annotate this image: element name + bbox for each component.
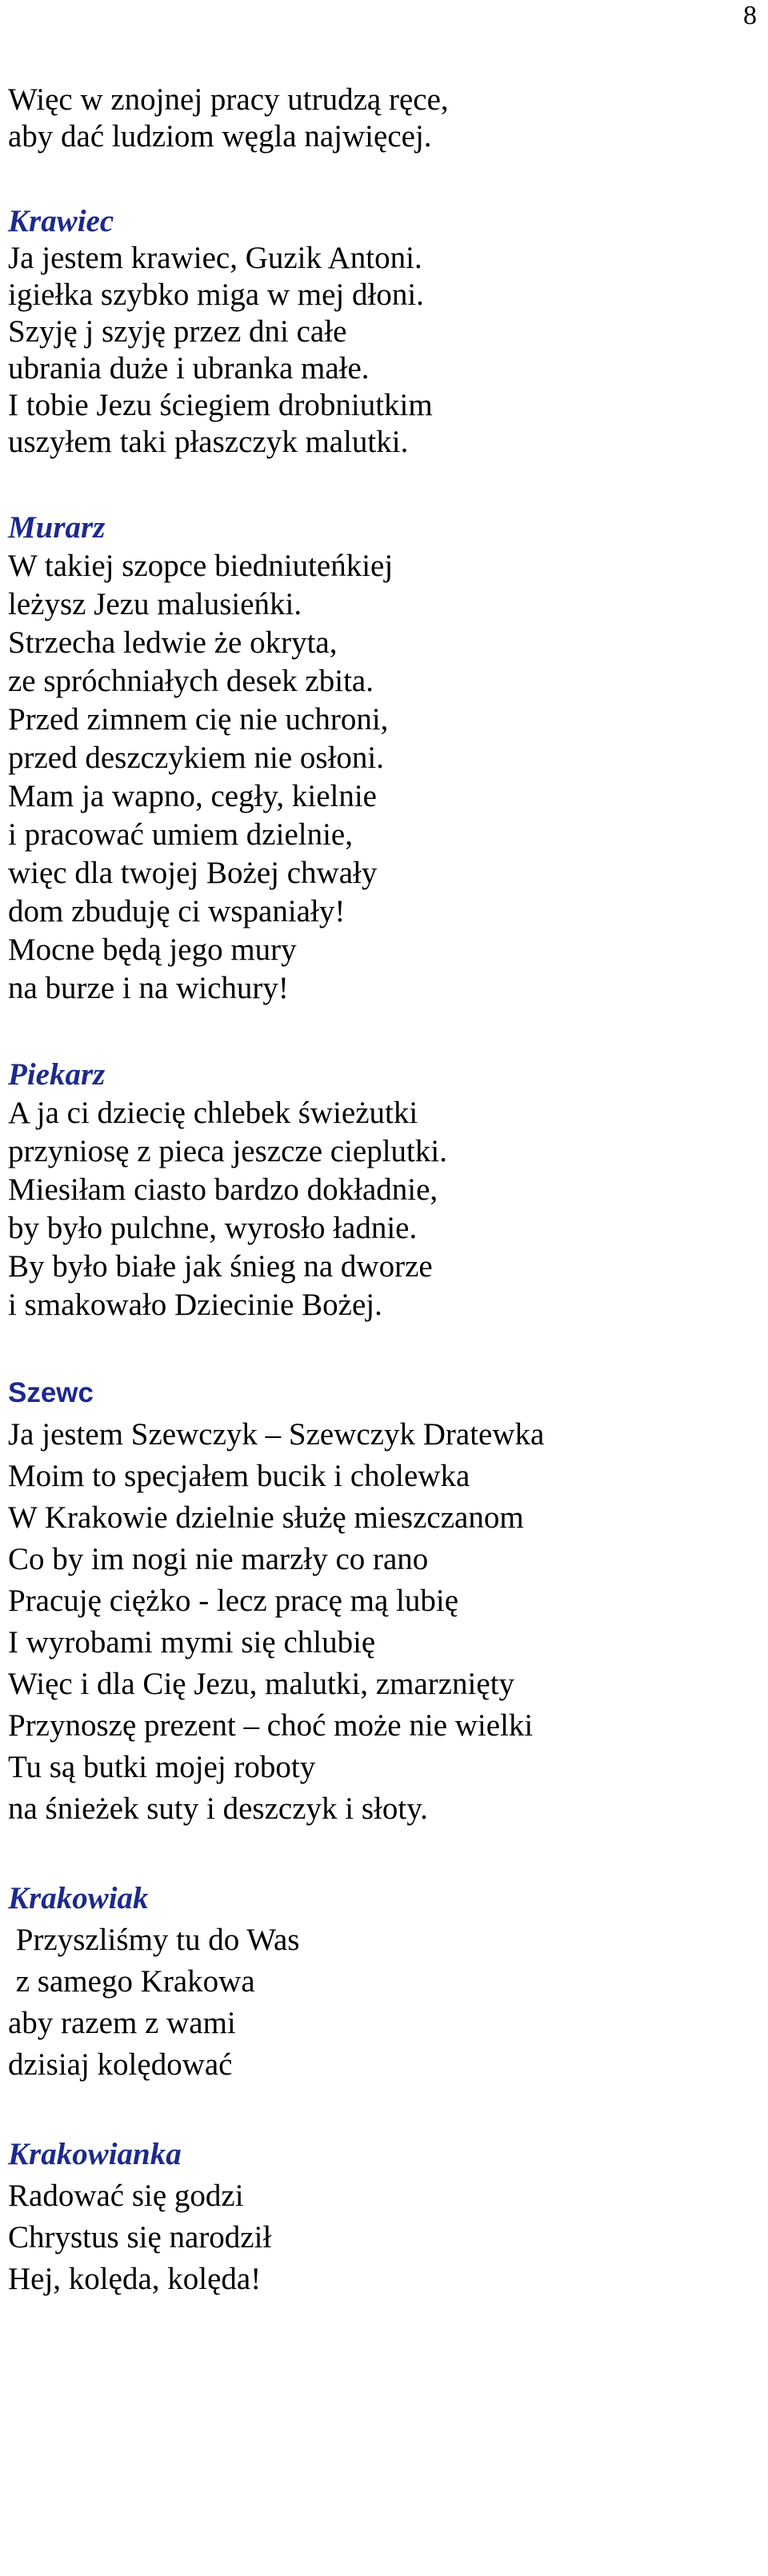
verse-line: i pracować umiem dzielnie, <box>8 817 353 852</box>
verse-line: leżysz Jezu malusieńki. <box>8 587 302 621</box>
verse-line: ubrania duże i ubranka małe. <box>8 351 370 385</box>
verse-line: ze spróchniałych desek zbita. <box>8 664 374 698</box>
page-number: 8 <box>743 1 757 30</box>
verse-line: więc dla twojej Bożej chwały <box>8 856 378 890</box>
krakowianka-heading: Krakowianka <box>8 2137 182 2171</box>
verse-line: Tu są butki mojej roboty <box>8 1750 316 1784</box>
piekarz-stanza <box>8 1056 752 1324</box>
verse-line: na śnieżek suty i deszczyk i słoty. <box>8 1791 428 1826</box>
verse-line: aby dać ludziom węgla najwięcej. <box>8 119 432 154</box>
krakowiak-stanza <box>8 1878 752 2086</box>
verse-line: W takiej szopce biedniuteńkiej <box>8 549 394 583</box>
verse-line: Pracuję ciężko - lecz pracę mą lubię <box>8 1584 459 1618</box>
verse-line: A ja ci dziecię chlebek świeżutki <box>8 1096 418 1130</box>
poem-text <box>8 82 752 2300</box>
verse-line: Przynoszę prezent – choć może nie wielki <box>8 1708 534 1743</box>
verse-line: I wyrobami mymi się chlubię <box>8 1625 376 1659</box>
verse-line: Chrystus się narodził <box>8 2220 272 2254</box>
verse-line: igiełka szybko miga w mej dłoni. <box>8 278 424 312</box>
krakowianka-stanza <box>8 2134 752 2300</box>
verse-line: by było pulchne, wyrosło ładnie. <box>8 1211 418 1245</box>
verse-line: Więc w znojnej pracy utrudzą ręce, <box>8 82 449 117</box>
verse-line: i smakowało Dziecinie Bożej. <box>8 1288 382 1322</box>
verse-line: Więc i dla Cię Jezu, malutki, zmarznięty <box>8 1667 515 1701</box>
verse-line: Mam ja wapno, cegły, kielnie <box>8 779 377 813</box>
krawiec-stanza <box>8 203 752 461</box>
krakowiak-heading: Krakowiak <box>8 1881 149 1915</box>
verse-line: By było białe jak śnieg na dworze <box>8 1249 433 1284</box>
verse-line: Radować się godzi <box>8 2179 244 2213</box>
verse-line: z samego Krakowa <box>8 1964 255 1999</box>
verse-line: dzisiaj kolędować <box>8 2047 233 2082</box>
verse-line: Co by im nogi nie marzły co rano <box>8 1542 429 1576</box>
verse-line: Ja jestem Szewczyk – Szewczyk Dratewka <box>8 1417 545 1452</box>
verse-line: dom zbuduję ci wspaniały! <box>8 894 346 929</box>
verse-line: przed deszczykiem nie osłoni. <box>8 741 384 775</box>
verse-line: Miesiłam ciasto bardzo dokładnie, <box>8 1172 438 1207</box>
verse-line: W Krakowie dzielnie służę mieszczanom <box>8 1500 524 1535</box>
verse-line: Szyję j szyję przez dni całe <box>8 314 347 349</box>
intro-stanza <box>8 82 752 155</box>
krawiec-heading: Krawiec <box>8 204 114 238</box>
verse-line: Hej, kolęda, kolęda! <box>8 2262 262 2296</box>
verse-line: aby razem z wami <box>8 2006 236 2040</box>
verse-line: Strzecha ledwie że okryta, <box>8 625 338 660</box>
piekarz-heading: Piekarz <box>8 1057 106 1092</box>
verse-line: Mocne będą jego mury <box>8 933 297 967</box>
szewc-heading: Szewc <box>8 1377 94 1408</box>
verse-line: Ja jestem krawiec, Guzik Antoni. <box>8 241 422 275</box>
verse-line: uszyłem taki płaszczyk malutki. <box>8 425 409 459</box>
szewc-stanza <box>8 1372 752 1830</box>
verse-line: przyniosę z pieca jeszcze cieplutki. <box>8 1134 447 1168</box>
verse-line: na burze i na wichury! <box>8 971 289 1005</box>
verse-line: Przyszliśmy tu do Was <box>8 1923 300 1957</box>
murarz-heading: Murarz <box>8 510 106 545</box>
verse-line: Przed zimnem cię nie uchroni, <box>8 702 389 737</box>
murarz-stanza <box>8 509 752 1008</box>
verse-line: Moim to specjałem bucik i cholewka <box>8 1459 470 1493</box>
verse-line: I tobie Jezu ściegiem drobniutkim <box>8 388 433 422</box>
